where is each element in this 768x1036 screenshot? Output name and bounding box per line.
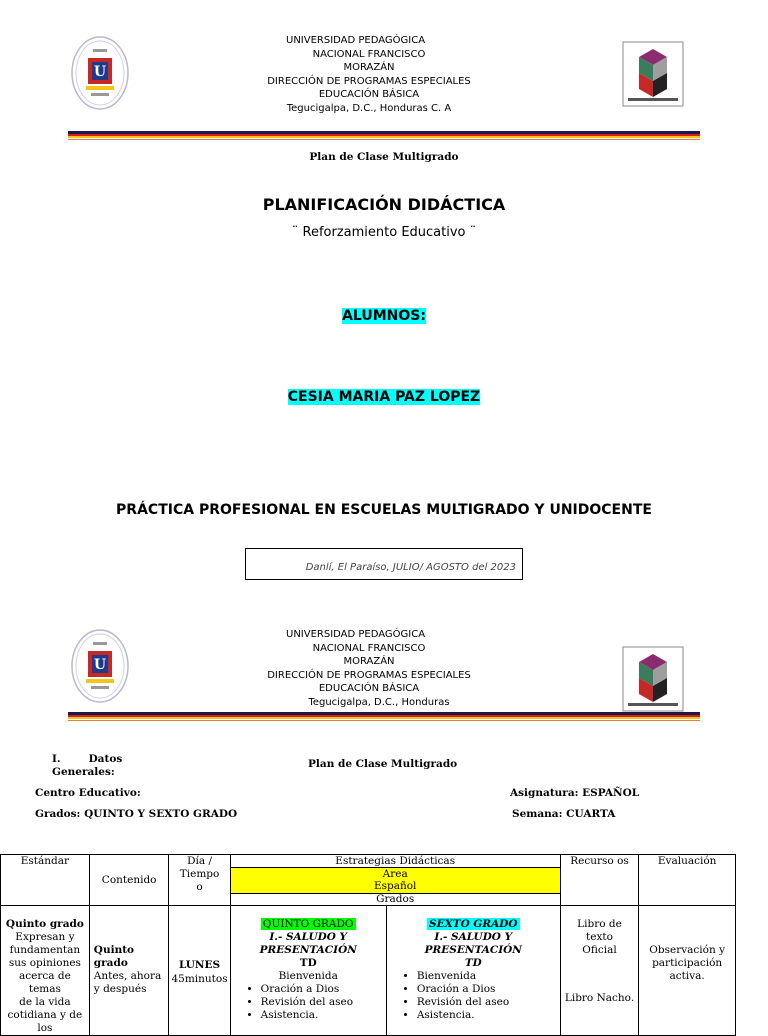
- programas-logo: [622, 41, 684, 111]
- estandar-line: Expresan y: [15, 931, 75, 943]
- list-item: • Oración a Dios: [417, 983, 558, 996]
- grados-label: Grados: QUINTO Y SEXTO GRADO: [35, 808, 238, 820]
- cell-quinto: [230, 906, 386, 1036]
- area-label: Area: [382, 868, 408, 880]
- recurso-line: Libro de: [577, 918, 622, 930]
- tiempo-value: 45minutos: [171, 973, 228, 985]
- header-tiempo-suffix: o: [196, 881, 203, 893]
- area-value: Español: [373, 880, 417, 892]
- header-line: DIRECCIÓN DE PROGRAMAS ESPECIALES: [267, 75, 471, 87]
- quinto-list: [233, 983, 384, 1022]
- quinto-first: Bienvenida: [278, 970, 338, 982]
- sexto-label: SEXTO GRADO: [429, 918, 518, 930]
- section-title: Generales:: [52, 766, 115, 778]
- evaluacion-line: Observación y: [649, 944, 726, 956]
- header-recursos: Recurso os: [560, 855, 639, 906]
- table-row: [1, 906, 736, 1036]
- contenido-title: Quinto grado: [93, 944, 135, 969]
- header-area: [230, 868, 560, 894]
- university-seal-icon: [71, 36, 129, 110]
- quinto-heading: PRESENTACIÓN: [259, 944, 357, 956]
- cell-estandar: [1, 906, 90, 1036]
- sexto-heading: TD: [464, 957, 482, 969]
- header-line: EDUCACIÓN BÁSICA: [318, 683, 420, 694]
- estandar-title: Quinto grado: [5, 918, 84, 930]
- header-line: NACIONAL FRANCISCO: [312, 48, 426, 60]
- list-item: • Asistencia.: [261, 1009, 384, 1022]
- subtitle: ¨ Reforzamiento Educativo ¨: [291, 225, 477, 240]
- cell-sexto: [386, 906, 560, 1036]
- quinto-heading: TD: [299, 957, 317, 969]
- asignatura-label: Asignatura: ESPAÑOL: [510, 787, 640, 799]
- quinto-heading: I.- SALUDO Y: [269, 931, 348, 943]
- date-box: Danlí, El Paraíso, JULIO/ AGOSTO del 2023: [245, 548, 523, 580]
- cell-dia: [169, 906, 230, 1036]
- plan-title: Plan de Clase Multigrado: [308, 758, 458, 770]
- header-estandar: Estándar: [1, 855, 90, 906]
- university-header: [248, 628, 490, 709]
- header-evaluacion: Evaluación: [639, 855, 736, 906]
- quinto-label: QUINTO GRADO: [262, 918, 354, 930]
- programas-especiales-logo-icon: [622, 646, 684, 712]
- course-title: PRÁCTICA PROFESIONAL EN ESCUELAS MULTIGRADO Y UNIDOCENTE: [116, 502, 652, 518]
- list-item: • Revisión del aseo: [261, 996, 384, 1009]
- university-logo: [71, 36, 129, 114]
- plan-table: [0, 854, 736, 1036]
- estandar-line: fundamentan: [9, 944, 81, 956]
- student-name-wrap: [0, 386, 768, 405]
- svg-text:U: U: [93, 64, 107, 80]
- university-logo: [71, 629, 129, 707]
- recurso-line: texto: [586, 931, 613, 943]
- header-line: Tegucigalpa, D.C., Honduras: [308, 696, 450, 708]
- student-name: CESIA MARIA PAZ LOPEZ: [287, 389, 481, 405]
- header-divider: [68, 712, 700, 721]
- semana-label: Semana: CUARTA: [512, 808, 616, 820]
- header-line: NACIONAL FRANCISCO: [312, 642, 426, 654]
- header-dia: Día /: [187, 855, 213, 867]
- header-line: UNIVERSIDAD PEDAGÓGICA: [286, 629, 426, 640]
- plan-title: Plan de Clase Multigrado: [309, 151, 459, 163]
- header-line: MORAZÁN: [343, 656, 395, 667]
- header-line: UNIVERSIDAD PEDAGÓGICA: [286, 35, 426, 46]
- svg-text:U: U: [93, 657, 107, 673]
- university-seal-icon: [71, 629, 129, 703]
- evaluacion-line: participación: [652, 957, 723, 969]
- cell-contenido: [89, 906, 169, 1036]
- contenido-text: Antes, ahora y después: [93, 970, 162, 995]
- header-estrategias: Estrategias Didácticas: [230, 855, 560, 868]
- recurso-line: Libro Nacho.: [564, 992, 635, 1004]
- sexto-list: [389, 970, 558, 1022]
- header-tiempo: Tiempo: [179, 868, 220, 880]
- sexto-heading: I.- SALUDO Y: [434, 931, 513, 943]
- centro-label: Centro Educativo:: [35, 787, 141, 799]
- students-label: ALUMNOS:: [342, 308, 426, 324]
- header-line: DIRECCIÓN DE PROGRAMAS ESPECIALES: [267, 669, 471, 681]
- estandar-line: sus opiniones: [8, 957, 81, 969]
- section-number: I.: [52, 753, 61, 765]
- cell-evaluacion: [639, 906, 736, 1036]
- estandar-line: los: [37, 1022, 53, 1034]
- header-divider: [68, 131, 700, 140]
- list-item: • Asistencia.: [417, 1009, 558, 1022]
- estandar-line: acerca de temas: [19, 970, 71, 995]
- section-heading: [52, 753, 122, 779]
- list-item: • Revisión del aseo: [417, 996, 558, 1009]
- sexto-heading: PRESENTACIÓN: [424, 944, 522, 956]
- recurso-line: Oficial: [582, 944, 617, 956]
- main-title: PLANIFICACIÓN DIDÁCTICA: [262, 195, 506, 214]
- header-line: MORAZÁN: [343, 62, 395, 73]
- evaluacion-line: activa.: [669, 970, 705, 982]
- cell-recursos: [560, 906, 639, 1036]
- students-label-wrap: [0, 305, 768, 324]
- list-item: • Oración a Dios: [261, 983, 384, 996]
- estandar-line: de la vida: [19, 996, 71, 1008]
- header-line: Tegucigalpa, D.C., Honduras C. A: [286, 102, 452, 114]
- header-dia-tiempo: [169, 855, 230, 906]
- dia-value: LUNES: [178, 959, 221, 971]
- header-contenido: Contenido: [89, 855, 169, 906]
- programas-especiales-logo-icon: [622, 41, 684, 107]
- list-item: • Bienvenida: [417, 970, 558, 983]
- estandar-line: cotidiana y de: [7, 1009, 83, 1021]
- header-line: EDUCACIÓN BÁSICA: [318, 89, 420, 100]
- header-grados: Grados: [230, 894, 560, 906]
- section-title: Datos: [88, 753, 123, 765]
- university-header: [248, 34, 490, 115]
- programas-logo: [622, 646, 684, 716]
